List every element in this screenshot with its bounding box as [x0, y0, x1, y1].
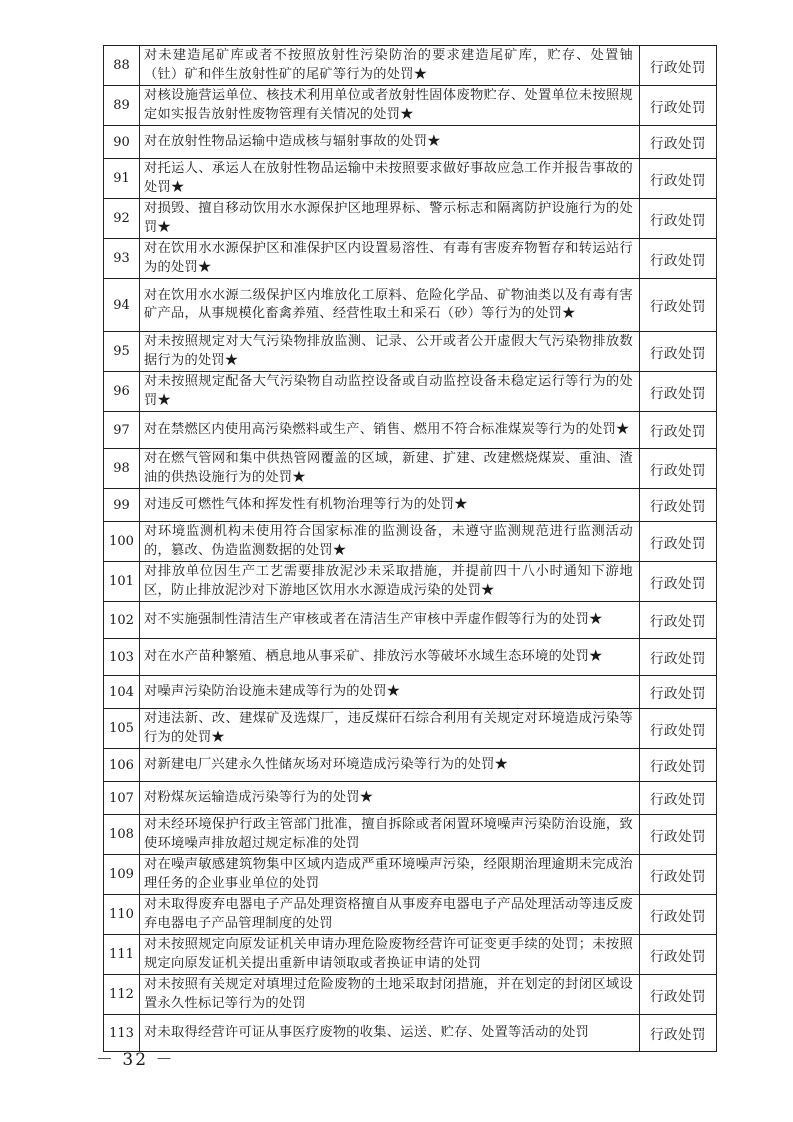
row-number: 110 — [104, 895, 140, 935]
row-description: 对在噪声敏感建筑物集中区域内造成严重环境噪声污染，经限期治理逾期未完成治理任务的企业事业单位的处罚 — [140, 855, 640, 895]
table-row — [104, 639, 717, 676]
row-description: 对不实施强制性清洁生产审核或者在清洁生产审核中弄虚作假等行为的处罚★ — [140, 602, 640, 639]
row-type: 行政处罚 — [640, 676, 717, 709]
row-type: 行政处罚 — [640, 782, 717, 815]
row-type: 行政处罚 — [640, 602, 717, 639]
row-number: 93 — [104, 239, 140, 279]
row-number: 104 — [104, 676, 140, 709]
table-row — [104, 86, 717, 126]
row-number: 107 — [104, 782, 140, 815]
penalty-table — [103, 45, 717, 1052]
table-row — [104, 239, 717, 279]
row-number: 100 — [104, 522, 140, 562]
row-number: 111 — [104, 935, 140, 975]
row-description: 对在禁燃区内使用高污染燃料或生产、销售、燃用不符合标准煤炭等行为的处罚★ — [140, 412, 640, 449]
row-number: 112 — [104, 975, 140, 1015]
table-row — [104, 709, 717, 749]
row-description: 对环境监测机构未使用符合国家标准的监测设备，未遵守监测规范进行监测活动的，篡改、伪造监测数据的处罚★ — [140, 522, 640, 562]
row-type: 行政处罚 — [640, 332, 717, 372]
row-type: 行政处罚 — [640, 935, 717, 975]
table-row — [104, 279, 717, 332]
row-description: 对未按照规定对大气污染物排放监测、记录、公开或者公开虚假大气污染物排放数据行为的处罚★ — [140, 332, 640, 372]
row-number: 103 — [104, 639, 140, 676]
row-type: 行政处罚 — [640, 975, 717, 1015]
row-number: 88 — [104, 46, 140, 86]
row-type: 行政处罚 — [640, 279, 717, 332]
row-number: 108 — [104, 815, 140, 855]
row-description: 对粉煤灰运输造成污染等行为的处罚★ — [140, 782, 640, 815]
row-description: 对损毁、擅自移动饮用水水源保护区地理界标、警示标志和隔离防护设施行为的处罚★ — [140, 199, 640, 239]
row-description: 对未按照规定配备大气污染物自动监控设备或自动监控设备未稳定运行等行为的处罚★ — [140, 372, 640, 412]
table-row — [104, 935, 717, 975]
row-number: 94 — [104, 279, 140, 332]
row-type: 行政处罚 — [640, 709, 717, 749]
row-description: 对核设施营运单位、核技术利用单位或者放射性固体废物贮存、处置单位未按照规定如实报告放射性废物管理有关情况的处罚★ — [140, 86, 640, 126]
table-row — [104, 372, 717, 412]
row-description: 对未取得废弃电器电子产品处理资格擅自从事废弃电器电子产品处理活动等违反废弃电器电子产品管理制度的处罚 — [140, 895, 640, 935]
row-description: 对噪声污染防治设施未建成等行为的处罚★ — [140, 676, 640, 709]
page-number: － 32 － — [96, 1050, 175, 1070]
row-description: 对排放单位因生产工艺需要排放泥沙未采取措施，并提前四十八小时通知下游地区，防止排放泥沙对下游地区饮用水水源造成污染的处罚★ — [140, 562, 640, 602]
row-type: 行政处罚 — [640, 46, 717, 86]
row-description: 对在放射性物品运输中造成核与辐射事故的处罚★ — [140, 126, 640, 159]
row-type: 行政处罚 — [640, 749, 717, 782]
table-row — [104, 895, 717, 935]
row-type: 行政处罚 — [640, 372, 717, 412]
row-number: 98 — [104, 449, 140, 489]
row-number: 92 — [104, 199, 140, 239]
table-row — [104, 975, 717, 1015]
row-number: 105 — [104, 709, 140, 749]
row-number: 90 — [104, 126, 140, 159]
row-number: 113 — [104, 1015, 140, 1052]
row-number: 95 — [104, 332, 140, 372]
row-description: 对托运人、承运人在放射性物品运输中未按照要求做好事故应急工作并报告事故的处罚★ — [140, 159, 640, 199]
table-row — [104, 412, 717, 449]
row-description: 对未按照有关规定对填埋过危险废物的土地采取封闭措施，并在划定的封闭区域设置永久性标记等行为的处罚 — [140, 975, 640, 1015]
row-type: 行政处罚 — [640, 159, 717, 199]
row-description: 对在燃气管网和集中供热管网覆盖的区域，新建、扩建、改建燃烧煤炭、重油、渣油的供热设施行为的处罚★ — [140, 449, 640, 489]
table-row — [104, 489, 717, 522]
row-description: 对在饮用水水源保护区和准保护区内设置易溶性、有毒有害废弃物暂存和转运站行为的处罚★ — [140, 239, 640, 279]
row-description: 对在水产苗种繁殖、栖息地从事采矿、排放污水等破坏水域生态环境的处罚★ — [140, 639, 640, 676]
row-description: 对新建电厂兴建永久性储灰场对环境造成污染等行为的处罚★ — [140, 749, 640, 782]
row-type: 行政处罚 — [640, 1015, 717, 1052]
row-type: 行政处罚 — [640, 855, 717, 895]
row-type: 行政处罚 — [640, 412, 717, 449]
row-description: 对违反可燃性气体和挥发性有机物治理等行为的处罚★ — [140, 489, 640, 522]
table-row — [104, 449, 717, 489]
table-row — [104, 1015, 717, 1052]
table-row — [104, 126, 717, 159]
row-type: 行政处罚 — [640, 639, 717, 676]
row-type: 行政处罚 — [640, 449, 717, 489]
row-type: 行政处罚 — [640, 815, 717, 855]
row-type: 行政处罚 — [640, 199, 717, 239]
table-row — [104, 159, 717, 199]
row-description: 对未经环境保护行政主管部门批准，擅自拆除或者闲置环境噪声污染防治设施，致使环境噪声排放超过规定标准的处罚 — [140, 815, 640, 855]
row-type: 行政处罚 — [640, 489, 717, 522]
row-type: 行政处罚 — [640, 895, 717, 935]
table-row — [104, 855, 717, 895]
row-description: 对未取得经营许可证从事医疗废物的收集、运送、贮存、处置等活动的处罚 — [140, 1015, 640, 1052]
table-body — [104, 46, 717, 1052]
row-type: 行政处罚 — [640, 126, 717, 159]
row-number: 97 — [104, 412, 140, 449]
table-row — [104, 46, 717, 86]
row-number: 89 — [104, 86, 140, 126]
table-row — [104, 782, 717, 815]
row-number: 106 — [104, 749, 140, 782]
table-row — [104, 749, 717, 782]
table-row — [104, 602, 717, 639]
row-description: 对未建造尾矿库或者不按照放射性污染防治的要求建造尾矿库，贮存、处置铀（钍）矿和伴生放射性矿的尾矿等行为的处罚★ — [140, 46, 640, 86]
row-type: 行政处罚 — [640, 562, 717, 602]
table-row — [104, 199, 717, 239]
row-number: 99 — [104, 489, 140, 522]
row-number: 102 — [104, 602, 140, 639]
row-type: 行政处罚 — [640, 86, 717, 126]
row-description: 对未按照规定向原发证机关申请办理危险废物经营许可证变更手续的处罚；未按照规定向原发证机关提出重新申请领取或者换证申请的处罚 — [140, 935, 640, 975]
row-type: 行政处罚 — [640, 522, 717, 562]
row-number: 109 — [104, 855, 140, 895]
table-row — [104, 815, 717, 855]
row-number: 91 — [104, 159, 140, 199]
row-number: 101 — [104, 562, 140, 602]
row-description: 对违法新、改、建煤矿及选煤厂，违反煤矸石综合利用有关规定对环境造成污染等行为的处罚★ — [140, 709, 640, 749]
row-number: 96 — [104, 372, 140, 412]
row-type: 行政处罚 — [640, 239, 717, 279]
table-row — [104, 332, 717, 372]
table-row — [104, 676, 717, 709]
table-row — [104, 562, 717, 602]
table-row — [104, 522, 717, 562]
row-description: 对在饮用水水源二级保护区内堆放化工原料、危险化学品、矿物油类以及有毒有害矿产品，从事规模化畜禽养殖、经营性取土和采石（砂）等行为的处罚★ — [140, 279, 640, 332]
